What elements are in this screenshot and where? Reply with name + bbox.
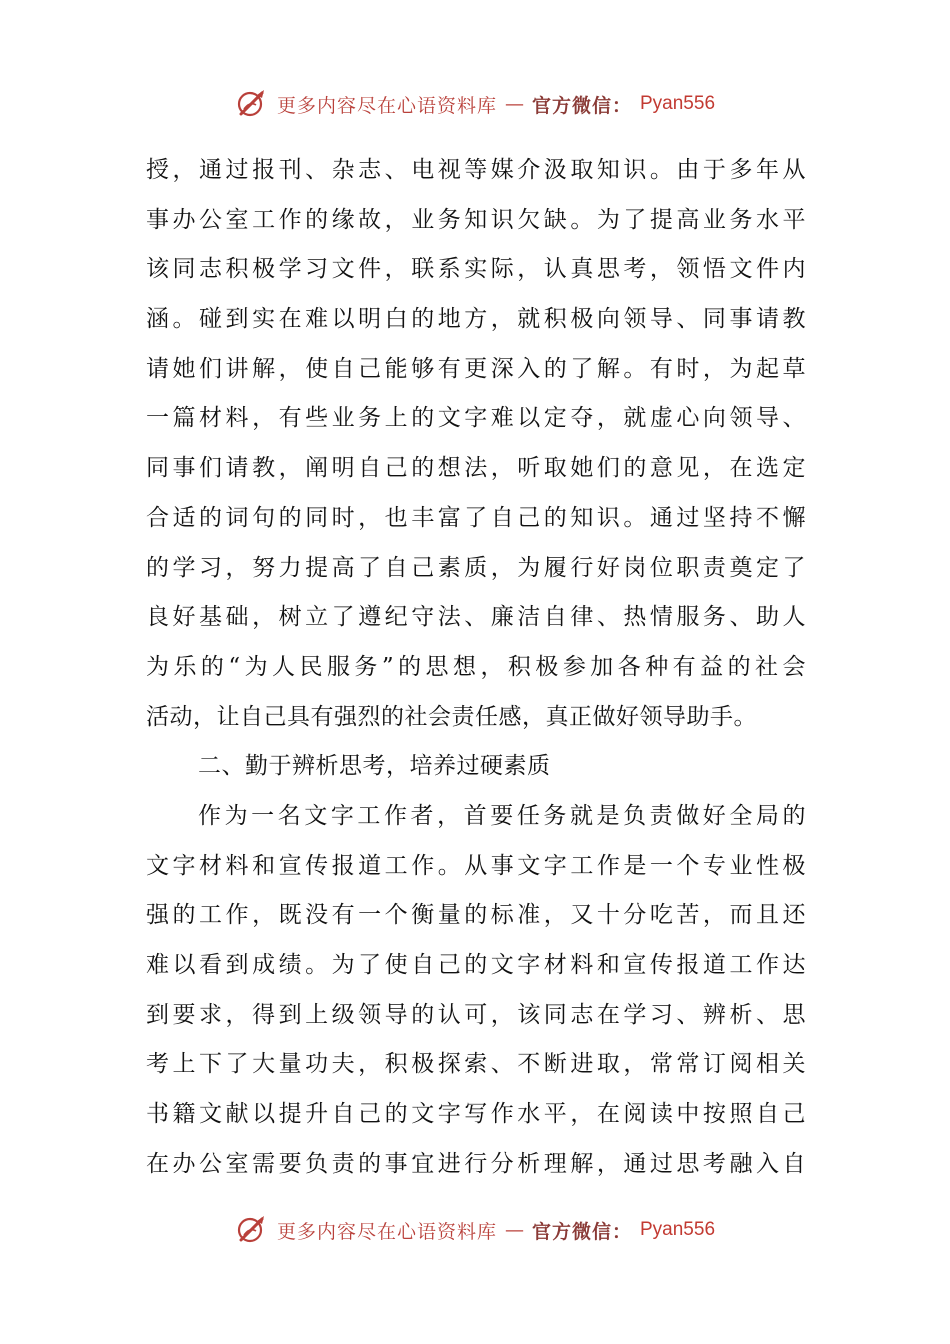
text-line: 授，通过报刊、杂志、电视等媒介汲取知识。由于多年从 xyxy=(146,157,806,183)
text-line: 作为一名文字工作者，首要任务就是负责做好全局的 xyxy=(198,802,806,829)
text-line: 书籍文献以提升自己的文字写作水平，在阅读中按照自己 xyxy=(146,1101,806,1128)
banner-separator: — xyxy=(504,1219,524,1241)
text-line: 同事们请教，阐明自己的想法，听取她们的意见，在选定 xyxy=(146,455,806,482)
text-line: 难以看到成绩。为了使自己的文字材料和宣传报道工作达 xyxy=(146,952,806,978)
text-line: 良好基础，树立了遵纪守法、廉洁自律、热情服务、助人 xyxy=(146,604,806,631)
text-line: 为乐的“为人民服务”的思想，积极参加各种有益的社会 xyxy=(146,653,806,680)
text-line: 强的工作，既没有一个衡量的标准，又十分吃苦，而且还 xyxy=(146,902,806,929)
text-line: 事办公室工作的缘故，业务知识欠缺。为了提高业务水平 xyxy=(146,206,806,233)
banner-separator: — xyxy=(504,93,524,115)
banner-wechat-handle: Pyan556 xyxy=(640,1219,716,1240)
header-banner xyxy=(0,84,950,124)
pen-logo-icon xyxy=(235,87,269,121)
text-line: 一篇材料，有些业务上的文字难以定夺，就虚心向领导、 xyxy=(146,405,806,432)
section-heading: 二、勤于辨析思考，培养过硬素质 xyxy=(198,753,551,780)
text-line: 涵。碰到实在难以明白的地方，就积极向领导、同事请教 xyxy=(146,306,806,333)
banner-wechat-label: 官方微信： xyxy=(531,94,632,117)
text-line: 合适的词句的同时，也丰富了自己的知识。通过坚持不懈 xyxy=(146,504,806,531)
text-line: 考上下了大量功夫，积极探索、不断进取，常常订阅相关 xyxy=(146,1051,806,1078)
text-line: 该同志积极学习文件，联系实际，认真思考，领悟文件内 xyxy=(146,256,806,283)
text-line: 活动，让自己具有强烈的社会责任感，真正做好领导助手。 xyxy=(146,703,757,730)
banner-wechat-handle: Pyan556 xyxy=(640,93,716,114)
banner-brand: 更多内容尽在心语资料库 xyxy=(276,94,497,117)
banner-wechat-label: 官方微信： xyxy=(531,1220,632,1243)
footer-banner xyxy=(0,1210,950,1250)
text-line: 文字材料和宣传报道工作。从事文字工作是一个专业性极 xyxy=(146,852,806,879)
text-line: 的学习，努力提高了自己素质，为履行好岗位职责奠定了 xyxy=(146,554,806,581)
text-line: 在办公室需要负责的事宜进行分析理解，通过思考融入自 xyxy=(146,1150,806,1177)
text-line: 到要求，得到上级领导的认可，该同志在学习、辨析、思 xyxy=(146,1001,806,1028)
document-body xyxy=(146,146,806,1189)
pen-logo-icon xyxy=(235,1213,269,1247)
banner-brand: 更多内容尽在心语资料库 xyxy=(276,1220,497,1243)
text-line: 请她们讲解，使自己能够有更深入的了解。有时，为起草 xyxy=(146,355,806,382)
